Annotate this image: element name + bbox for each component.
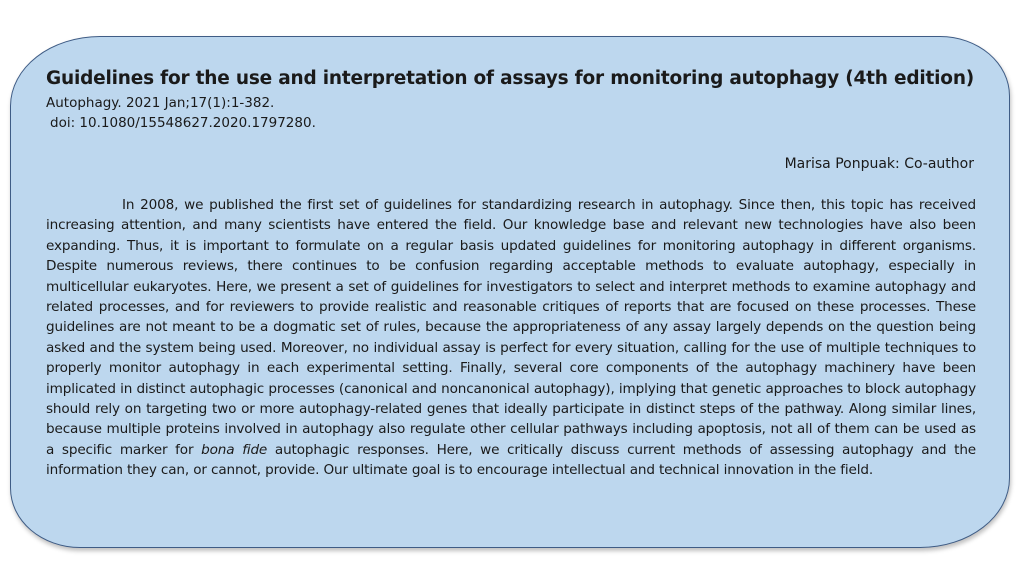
- abstract-part-2: autophagic responses. Here, we critically discuss current methods of assessing autophagy and the information they can, or cannot, provide. Our ultimate goal is to encourage intellectual and technical innovation in the field.: [46, 441, 977, 479]
- paper-title: Guidelines for the use and interpretation of assays for monitoring autophagy (4th edition): [46, 68, 975, 89]
- author-credit: Marisa Ponpuak: Co-author: [784, 156, 974, 172]
- journal-citation: Autophagy. 2021 Jan;17(1):1-382.: [46, 95, 275, 111]
- abstract-text: [46, 195, 976, 481]
- abstract-italic-term: bona fide: [201, 441, 268, 458]
- doi-line: doi: 10.1080/15548627.2020.1797280.: [50, 115, 316, 131]
- abstract-part-1: In 2008, we published the first set of guidelines for standardizing research in autophagy. Since then, this topic has received increasing attention, and many scientists have entered the field. Our knowledge base and relevant new technologies have also been expanding. Thus, it is important to formulate on a regular basis updated guidelines for monitoring autophagy in different organisms. Despite numerous reviews, there continues to be confusion regarding acceptable methods to evaluate autophagy, especially in multicellular eukaryotes. Here, we present a set of guidelines for investigators to select and interpret methods to examine autophagy and related processes, and for reviewers to provide realistic and reasonable critiques of reports that are focused on these processes. These guidelines are not meant to be a dogmatic set of rules, because the appropriateness of any assay largely depends on the question being asked and the system being used. Moreover, no individual assay is perfect for every situation, calling for the use of multiple techniques to properly monitor autophagy in each experimental setting. Finally, several core components of the autophagy machinery have been implicated in distinct autophagic processes (canonical and noncanonical autophagy), implying that genetic approaches to block autophagy should rely on targeting two or more autophagy-related genes that ideally participate in distinct steps of the pathway. Along similar lines, because multiple proteins involved in autophagy also regulate other cellular pathways including apoptosis, not all of them can be used as a specific marker for: [46, 197, 976, 458]
